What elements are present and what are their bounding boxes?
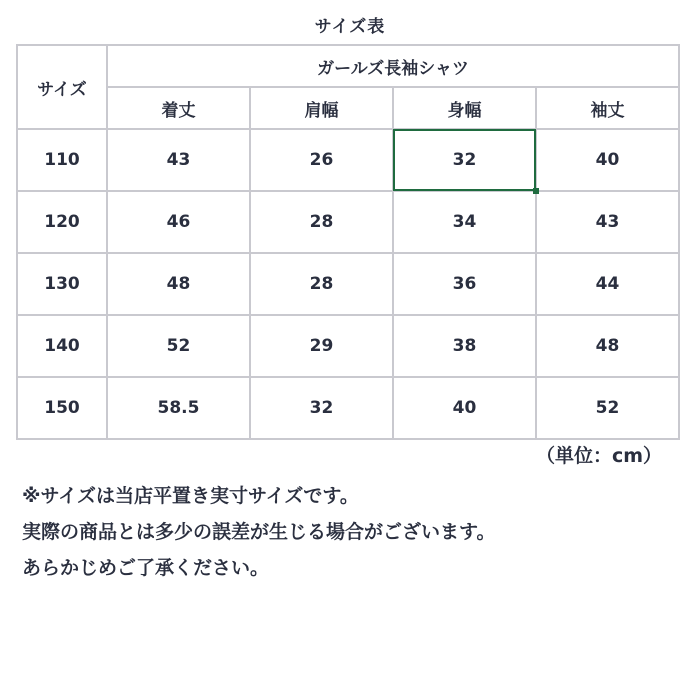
size-cell[interactable]: 150 bbox=[17, 377, 107, 439]
table-row bbox=[17, 191, 679, 253]
fill-handle[interactable] bbox=[533, 188, 539, 194]
value-cell[interactable]: 38 bbox=[393, 315, 536, 377]
value-cell[interactable]: 29 bbox=[250, 315, 393, 377]
value-cell[interactable]: 43 bbox=[536, 191, 679, 253]
notes bbox=[22, 478, 682, 586]
size-cell[interactable]: 120 bbox=[17, 191, 107, 253]
size-cell[interactable]: 140 bbox=[17, 315, 107, 377]
value-cell[interactable]: 34 bbox=[393, 191, 536, 253]
table-header-row bbox=[17, 45, 679, 87]
size-column-header: サイズ bbox=[17, 45, 107, 129]
value-cell[interactable]: 48 bbox=[536, 315, 679, 377]
value-cell[interactable]: 26 bbox=[250, 129, 393, 191]
value-cell[interactable]: 43 bbox=[107, 129, 250, 191]
table-row bbox=[17, 129, 679, 191]
value-cell[interactable]: 44 bbox=[536, 253, 679, 315]
value-cell[interactable]: 28 bbox=[250, 191, 393, 253]
size-cell[interactable]: 110 bbox=[17, 129, 107, 191]
value-cell[interactable]: 32 bbox=[250, 377, 393, 439]
value-cell[interactable]: 40 bbox=[393, 377, 536, 439]
size-chart-title: サイズ表 bbox=[314, 17, 386, 37]
column-header-shoulder: 肩幅 bbox=[250, 87, 393, 129]
selected-value-cell[interactable] bbox=[393, 129, 536, 191]
table-row bbox=[17, 377, 679, 439]
value-cell[interactable]: 40 bbox=[536, 129, 679, 191]
column-header-sleeve: 袖丈 bbox=[536, 87, 679, 129]
value-cell[interactable]: 52 bbox=[107, 315, 250, 377]
unit-label: （単位：cm） bbox=[535, 445, 662, 467]
table-row bbox=[17, 253, 679, 315]
value-cell[interactable]: 36 bbox=[393, 253, 536, 315]
column-header-chest: 身幅 bbox=[393, 87, 536, 129]
value-cell[interactable]: 46 bbox=[107, 191, 250, 253]
note-line: あらかじめご了承ください。 bbox=[22, 557, 270, 579]
product-group-header: ガールズ長袖シャツ bbox=[107, 45, 679, 87]
note-line: 実際の商品とは多少の誤差が生じる場合がございます。 bbox=[22, 521, 496, 543]
size-cell[interactable]: 130 bbox=[17, 253, 107, 315]
column-header-length: 着丈 bbox=[107, 87, 250, 129]
value-cell[interactable]: 48 bbox=[107, 253, 250, 315]
note-line: ※サイズは当店平置き実寸サイズです。 bbox=[22, 485, 359, 507]
table-row bbox=[17, 315, 679, 377]
value-cell[interactable]: 58.5 bbox=[107, 377, 250, 439]
value-cell[interactable]: 28 bbox=[250, 253, 393, 315]
measurement-header-row bbox=[17, 87, 679, 129]
cell-value: 32 bbox=[452, 150, 477, 170]
value-cell[interactable]: 52 bbox=[536, 377, 679, 439]
size-table bbox=[16, 44, 680, 440]
